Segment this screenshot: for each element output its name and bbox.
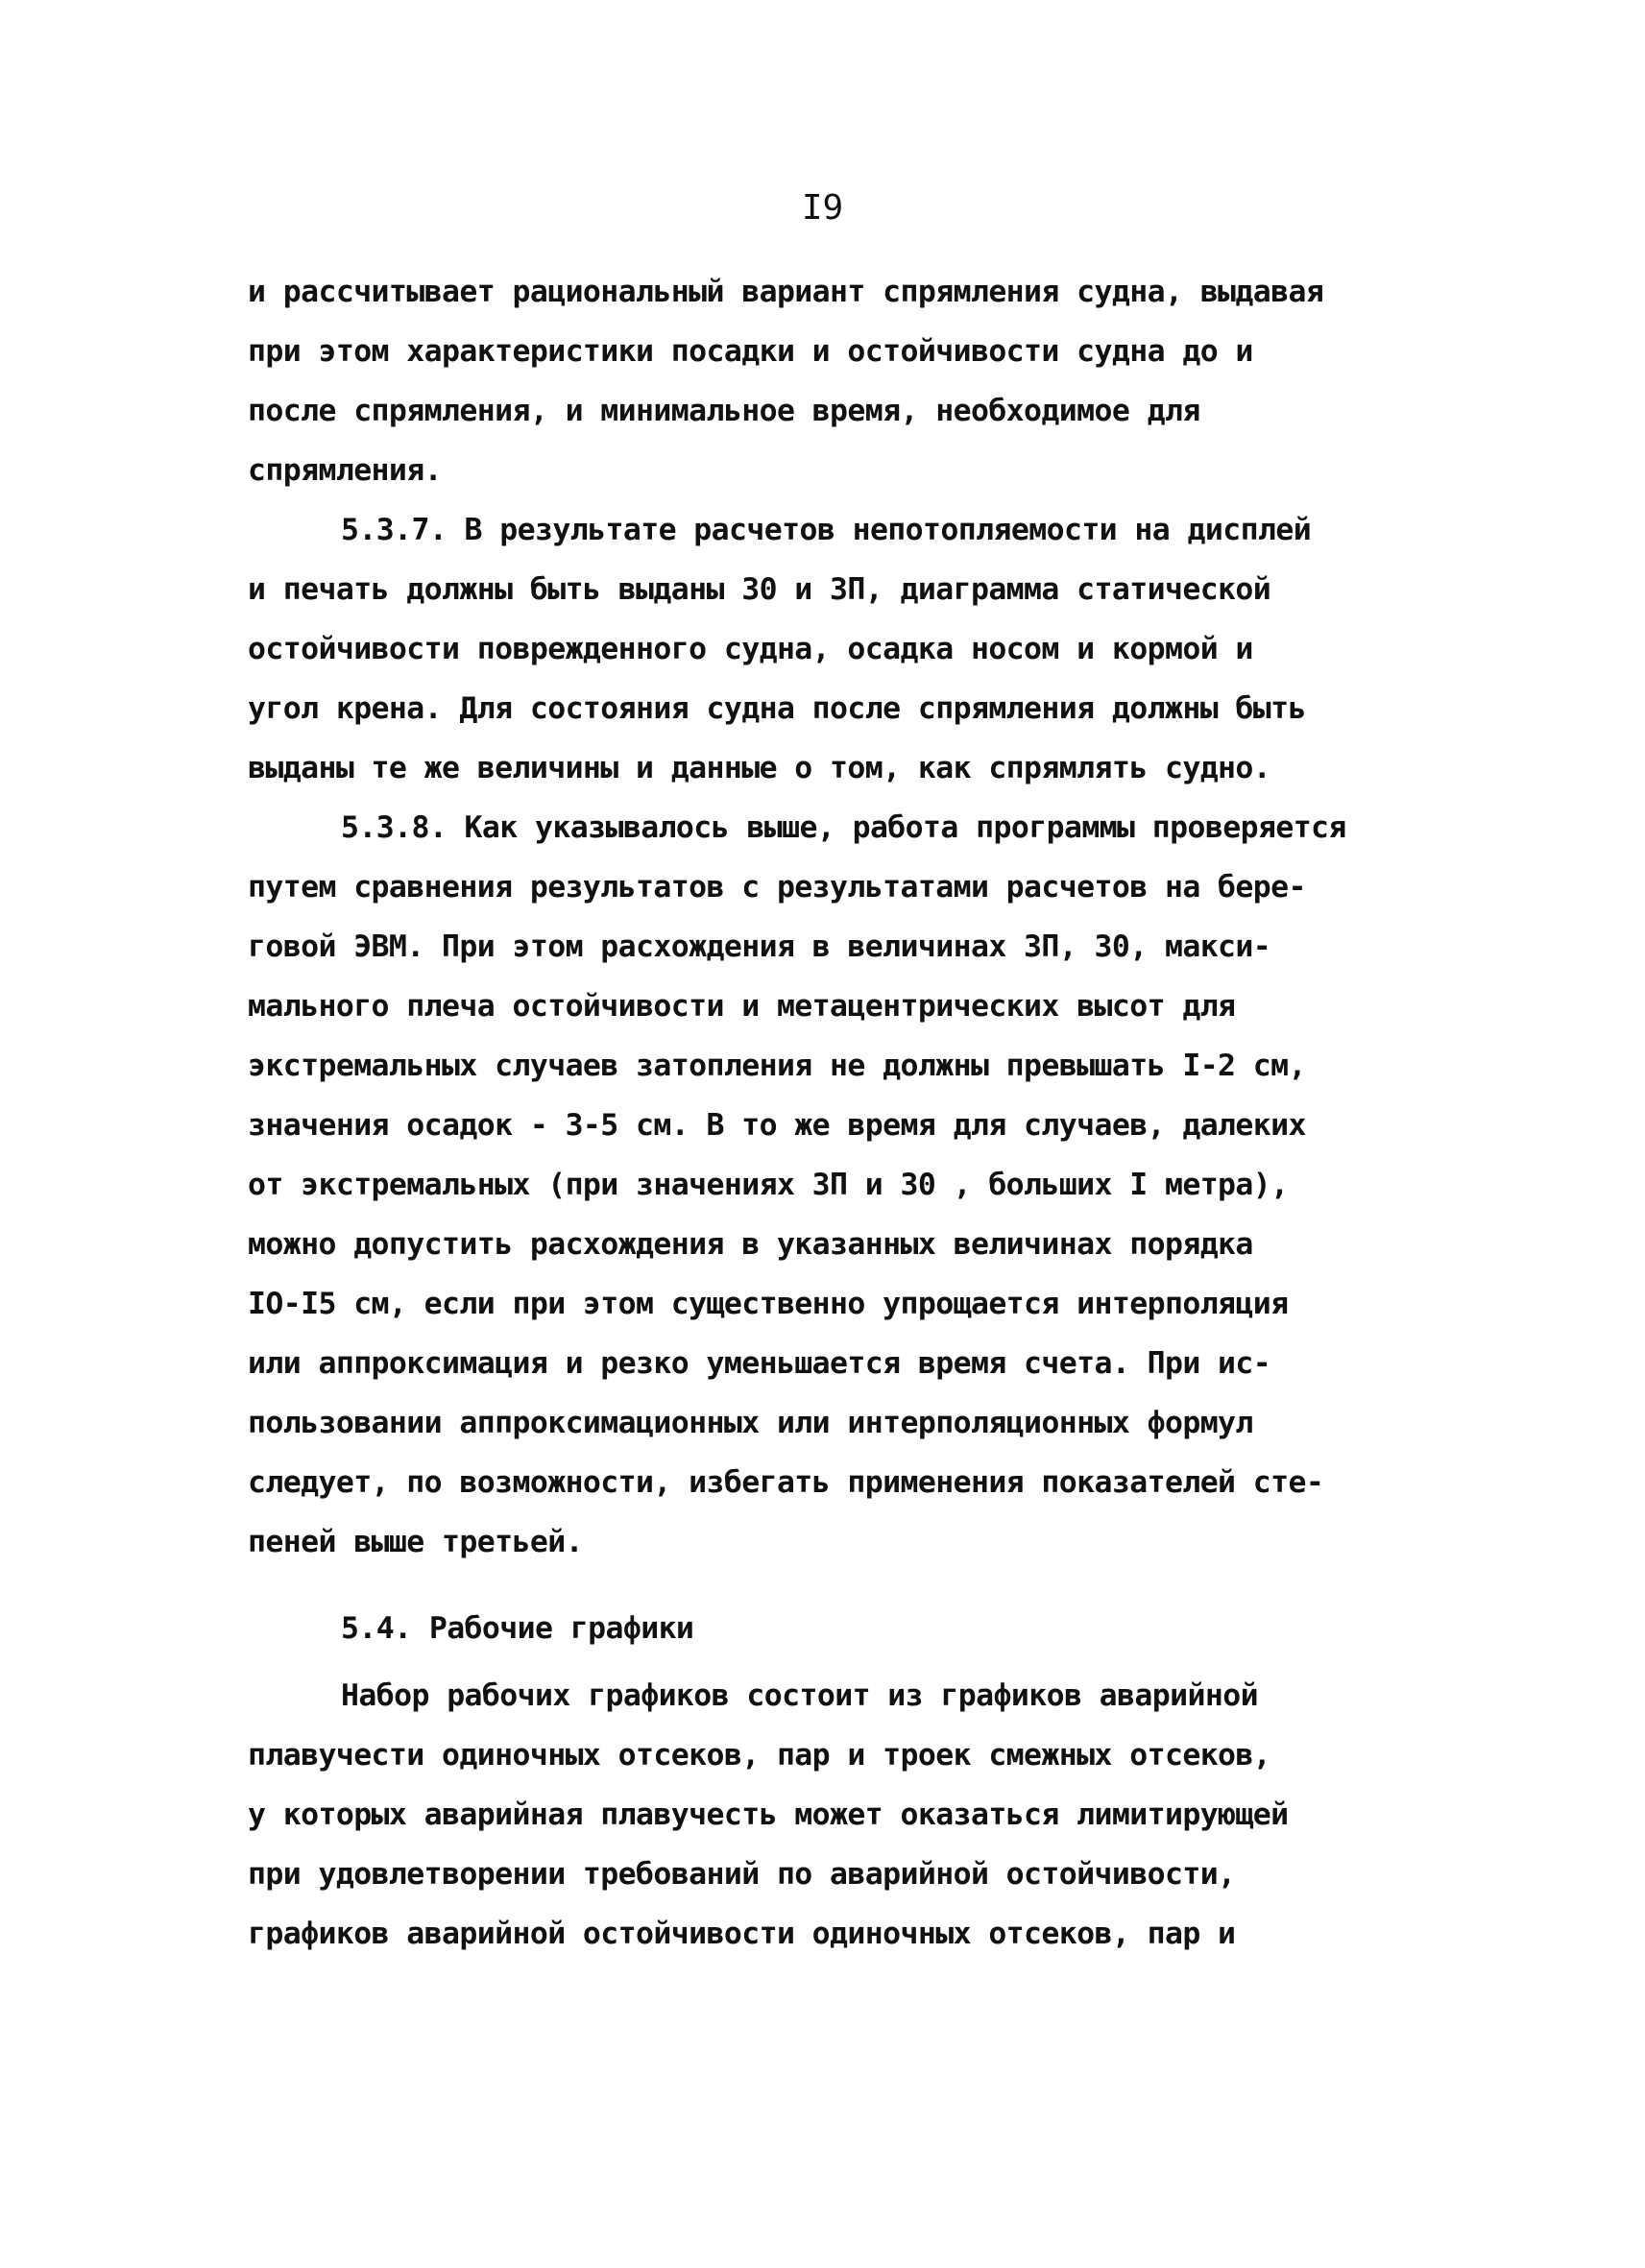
section-heading: 5.4. Рабочие графики [341,1611,694,1646]
text-line: IO-I5 см, если при этом существенно упрощается интерполяция [248,1287,1289,1321]
text-line: следует, по возможности, избегать применения показателей сте- [248,1465,1324,1500]
text-line: можно допустить расхождения в указанных величинах порядка [248,1227,1253,1262]
text-line: и печать должны быть выданы 30 и ЗП, диаграмма статической [248,572,1271,607]
text-line: значения осадок - 3-5 см. В то же время для случаев, далеких [248,1108,1306,1143]
text-line: после спрямления, и минимальное время, необходимое для [248,394,1200,428]
text-line: пеней выше третьей. [248,1525,583,1559]
text-line: графиков аварийной остойчивости одиночных отсеков, пар и [248,1917,1236,1951]
page-number: I9 [801,188,844,228]
text-line: или аппроксимация и резко уменьшается время счета. При ис- [248,1346,1271,1381]
text-line: путем сравнения результатов с результатами расчетов на бере- [248,870,1306,905]
text-line: и рассчитывает рациональный вариант спрямления судна, выдавая [248,275,1324,309]
text-line: говой ЭВМ. При этом расхождения в величинах ЗП, 30, макси- [248,929,1271,964]
text-line: у которых аварийная плавучесть может оказаться лимитирующей [248,1798,1289,1832]
text-line: плавучести одиночных отсеков, пар и троек смежных отсеков, [248,1738,1271,1773]
text-line: Набор рабочих графиков состоит из графиков аварийной [341,1678,1258,1713]
text-line: экстремальных случаев затопления не должны превышать I-2 см, [248,1049,1306,1083]
text-line: выданы те же величины и данные о том, как спрямлять судно. [248,751,1271,785]
text-line: при удовлетворении требований по аварийной остойчивости, [248,1857,1236,1892]
text-line: при этом характеристики посадки и остойчивости судна до и [248,334,1253,369]
text-line: 5.3.8. Как указывалось выше, работа программы проверяется [341,810,1346,845]
text-line: пользовании аппроксимационных или интерполяционных формул [248,1406,1253,1440]
text-line: спрямления. [248,453,443,488]
text-line: от экстремальных (при значениях ЗП и 30 , больших I метра), [248,1168,1289,1202]
text-line: 5.3.7. В результате расчетов непотопляемости на дисплей [341,513,1312,547]
text-line: остойчивости поврежденного судна, осадка носом и кормой и [248,632,1253,666]
text-line: мального плеча остойчивости и метацентрических высот для [248,989,1236,1024]
text-line: угол крена. Для состояния судна после спрямления должны быть [248,691,1306,726]
